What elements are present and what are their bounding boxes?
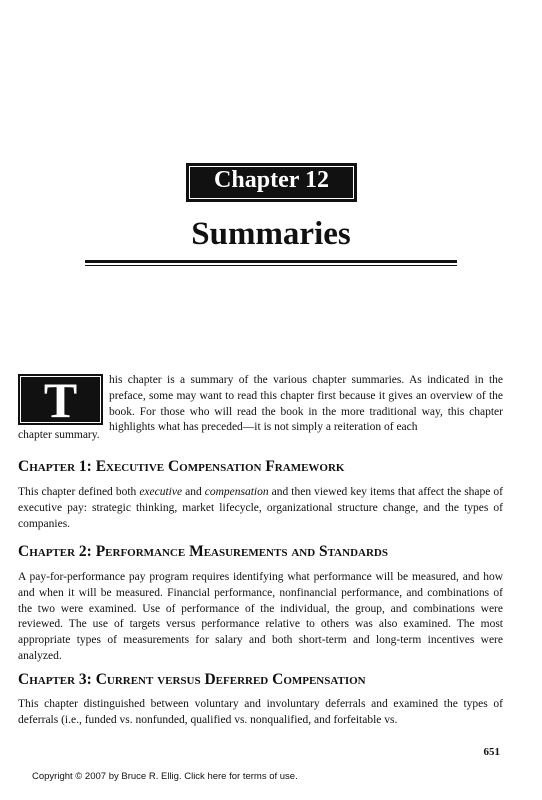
body-text: This chapter defined both xyxy=(18,486,140,498)
section-body-chapter-3: This chapter distinguished between voluntary and involuntary deferrals and examined the types of deferrals (i.e., funded vs. nonfunded, qualified vs. nonqualified, and forfeitable vs. xyxy=(18,698,503,726)
section-body-chapter-1 xyxy=(18,485,503,532)
title-rule-thick xyxy=(85,260,457,263)
drop-cap xyxy=(18,372,103,428)
drop-cap-letter: T xyxy=(43,372,78,428)
section-heading-chapter-3: Chapter 3: Current versus Deferred Compensation xyxy=(18,671,366,688)
chapter-title: Summaries xyxy=(191,216,351,252)
section-heading-chapter-2: Chapter 2: Performance Measurements and Standards xyxy=(18,543,388,560)
intro-paragraph-tail: chapter summary. xyxy=(18,429,100,441)
page-number: 651 xyxy=(483,746,500,758)
section-heading-chapter-1: Chapter 1: Executive Compensation Framework xyxy=(18,458,345,475)
section-body-chapter-2: A pay-for-performance pay program requires identifying what performance will be measured, and how and when it will be measured. Financial performance, nonfinancial performance, and combinations of the two were examined. Use of performance of the individual, the group, and combinations were reviewed. The use of targets versus performance relative to others was also examined. The most appropriate types of measurements for salary and both short-term and long-term incentives were analyzed. xyxy=(18,571,503,662)
emphasis-executive: executive xyxy=(139,486,183,498)
terms-of-use-link[interactable]: Click here for terms of use. xyxy=(184,771,298,782)
intro-paragraph: his chapter is a summary of the various chapter summaries. As indicated in the preface, some may want to read this chapter first because it gives an overview of the book. For those who will read the book in the more traditional way, this chapter highlights what has preceded—it is not simply a reiteration of each xyxy=(109,374,503,434)
body-text: and xyxy=(182,486,205,498)
copyright-line xyxy=(32,771,298,782)
title-rule-thin xyxy=(85,265,457,266)
body-text: and then viewed key items that affect the shape of executive pay: strategic thinking, market lifecycle, organizational structure change, and the types of companies. xyxy=(18,486,503,530)
chapter-label-box xyxy=(186,163,357,202)
emphasis-compensation: compensation xyxy=(204,486,269,498)
chapter-label: Chapter 12 xyxy=(214,167,329,193)
copyright-text: Copyright © 2007 by Bruce R. Ellig. xyxy=(32,771,182,782)
